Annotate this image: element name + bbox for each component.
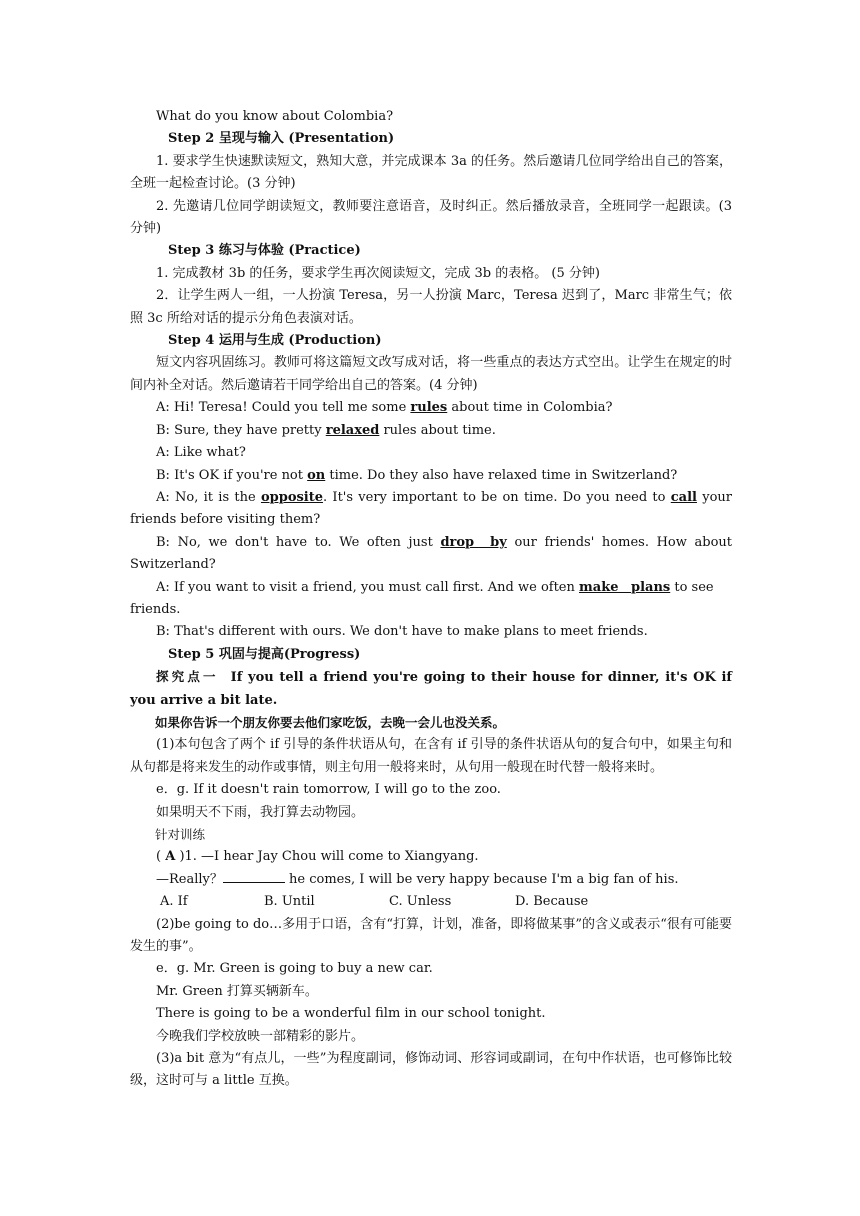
keyword-make-plans: make plans [579,579,671,595]
step4-desc: 短文内容巩固练习。教师可将这篇短文改写成对话，将一些重点的表达方式空出。让学生在规定的时间内补全对话。然后邀请若干同学给出自己的答案。(4 分钟) [130,355,732,393]
dialogue-line-6: B: No, we don't have to. We often just drop by our friends' homes. How about Switzerland? [130,534,733,573]
dialogue-line-3: A: Like what? [156,445,246,461]
grammar-note-3: (3)a bit 意为“有点儿，一些”为程度副词，修饰动词、形容词或副词，在句中作状语，也可修饰比较级，这时可与 a little 互换。 [130,1051,732,1089]
training-label: 针对训练 [155,827,206,842]
option-d: D. Because [515,894,589,910]
dialogue-line-4: B: It's OK if you're not on time. Do they also have relaxed time in Switzerland? [156,467,678,483]
option-b: B. Until [264,894,315,910]
option-c: C. Unless [389,894,452,910]
grammar-note-2: (2)be going to do…多用于口语，含有“打算，计划，准备，即将做某事”的含义或表示“很有可能要发生的事”。 [130,916,732,955]
keyword-call: call [670,489,697,505]
keyword-on: on [307,467,326,483]
keyword-drop-by: drop by [440,534,507,550]
step3-title: Step 3 练习与体验 (Practice) [168,243,361,259]
dialogue-line-7: A: If you want to visit a friend, you must call first. And we often make plans to see friends. [130,579,714,617]
example-3-translation: 今晚我们学校放映一部精彩的影片。 [156,1028,365,1044]
question-1: ( A )1. —I hear Jay Chou will come to Xiangyang. [156,849,479,865]
question-1-line2: —Really？ he comes, I will be very happy because I'm a big fan of his. [156,871,679,887]
step2-item2: 2. 先邀请几位同学朗读短文，教师要注意语音，及时纠正。然后播放录音，全班同学一起跟读。(3 分钟) [130,198,732,237]
step3-item2: 2．让学生两人一组，一人扮演 Teresa，另一人扮演 Marc，Teresa 迟到了，Marc 非常生气；依照 3c 所给对话的提示分角色表演对话。 [130,288,732,326]
dialogue-line-2: B: Sure, they have pretty relaxed rules about time. [156,422,496,438]
option-a: A. If [160,894,188,910]
keyword-rules: rules [410,400,448,416]
example-3: There is going to be a wonderful film in our school tonight. [156,1006,546,1022]
explore-sentence: If you tell a friend you're going to their house for dinner, it's OK if you arrive a bit late. [130,670,732,708]
explore-translation: 如果你告诉一个朋友你要去他们家吃饭，去晚一会儿也没关系。 [155,714,506,730]
keyword-opposite: opposite [260,489,324,505]
dialogue-line-5: A: No, it is the opposite. It's very important to be on time. Do you need to call your friends before visiting them? [130,489,733,528]
example-2: e．g. Mr. Green is going to buy a new car. [156,961,433,977]
step4-title: Step 4 运用与生成 (Production) [168,333,382,349]
question-1-options [130,891,732,913]
answer-blank [223,870,285,883]
dialogue-line-1: A: Hi! Teresa! Could you tell me some rules about time in Colombia? [156,400,613,416]
step2-title: Step 2 呈现与输入 (Presentation) [168,131,395,147]
explore-point-1 [130,666,732,712]
example-2-translation: Mr. Green 打算买辆新车。 [156,983,318,999]
step5-title: Step 5 巩固与提高(Progress) [168,646,361,662]
step3-item1: 1. 完成教材 3b 的任务，要求学生再次阅读短文，完成 3b 的表格。 (5 分钟) [156,265,600,281]
example-1-translation: 如果明天不下雨，我打算去动物园。 [156,804,365,820]
step2-item1: 1. 要求学生快速默读短文，熟知大意，并完成课本 3a 的任务。然后邀请几位同学给出自己的答案，全班一起检查讨论。(3 分钟) [130,153,732,192]
intro-question: What do you know about Colombia? [156,109,394,124]
grammar-note-1: (1)本句包含了两个 if 引导的条件状语从句，在含有 if 引导的条件状语从句的复合句中，如果主句和从句都是将来发生的动作或事情，则主句用一般将来时，从句用一般现在时代替一般将来时。 [130,737,732,775]
keyword-relaxed: relaxed [325,422,380,438]
question-1-answer: A [165,849,176,865]
explore-label: 探究点一 [156,669,219,685]
document-page [130,106,732,1093]
example-1: e．g. If it doesn't rain tomorrow, I will go to the zoo. [156,782,501,798]
dialogue-line-8: B: That's different with ours. We don't have to make plans to meet friends. [156,624,648,640]
